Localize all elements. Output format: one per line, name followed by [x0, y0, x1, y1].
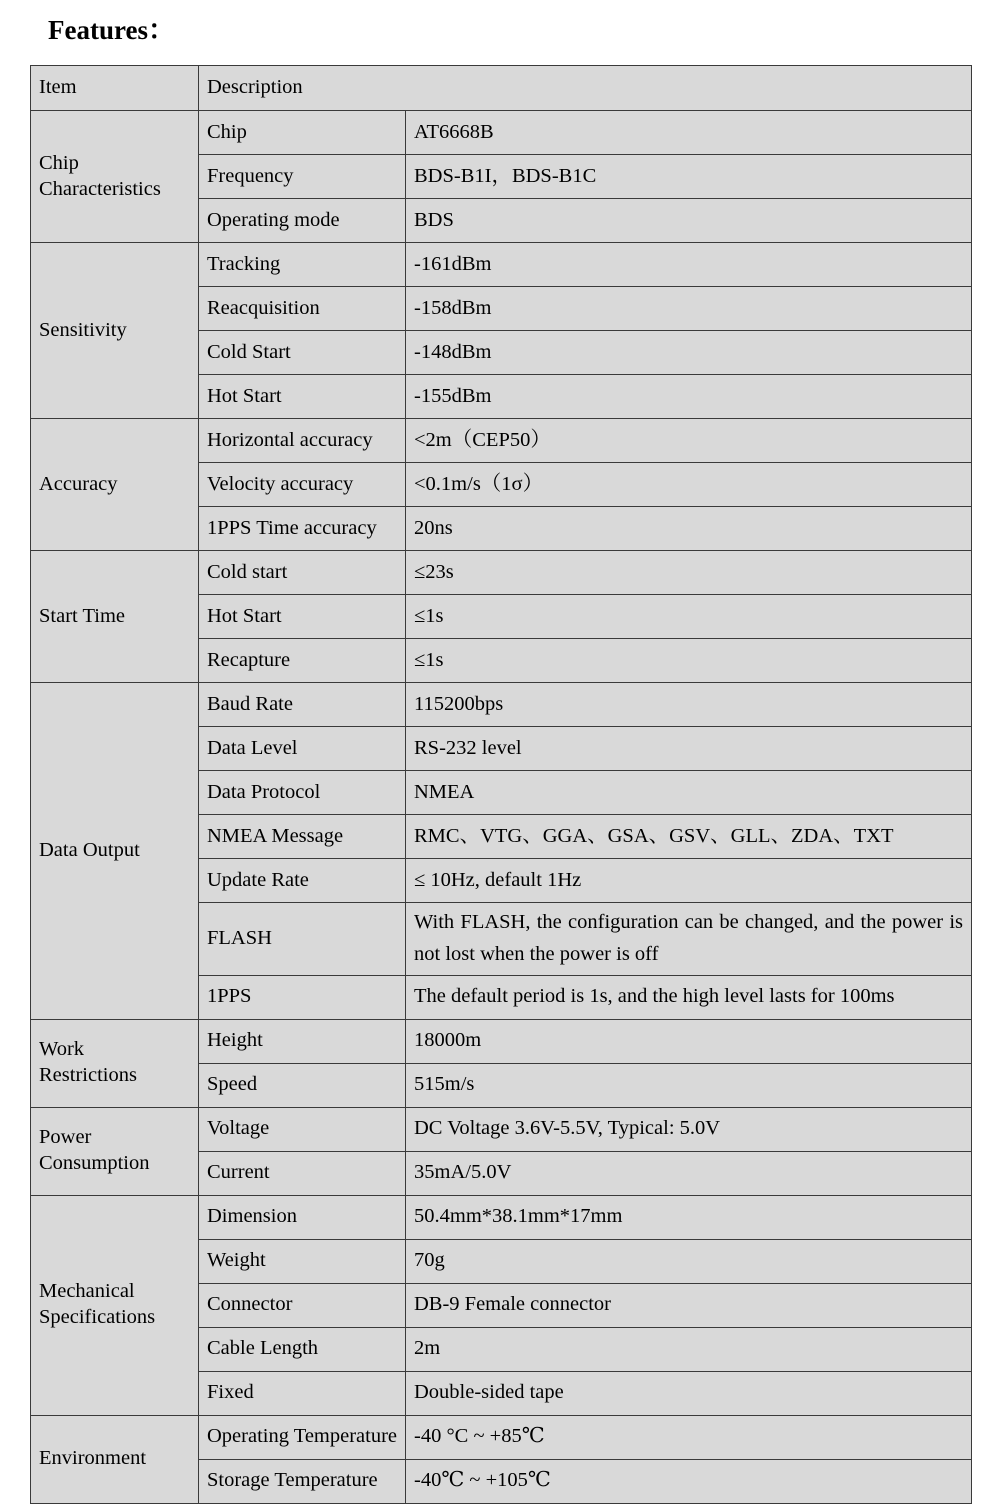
row-value: ≤ 10Hz, default 1Hz	[406, 859, 972, 903]
table-row	[31, 551, 972, 595]
row-value: -161dBm	[406, 243, 972, 287]
row-value: AT6668B	[406, 111, 972, 155]
row-value: BDS-B1I，BDS-B1C	[406, 155, 972, 199]
row-value: 35mA/5.0V	[406, 1151, 972, 1195]
row-label: Fixed	[199, 1371, 406, 1415]
row-value: ≤1s	[406, 595, 972, 639]
row-value: -40℃ ~ +105℃	[406, 1459, 972, 1503]
table-header	[31, 66, 972, 111]
row-label: Chip	[199, 111, 406, 155]
row-value-flash: With FLASH, the configuration can be changed, and the power is not lost when the power is off	[406, 903, 972, 976]
row-value: NMEA	[406, 771, 972, 815]
row-value: BDS	[406, 199, 972, 243]
row-label: Voltage	[199, 1107, 406, 1151]
row-label: 1PPS Time accuracy	[199, 507, 406, 551]
group-label-accuracy: Accuracy	[31, 419, 199, 551]
row-label: Connector	[199, 1283, 406, 1327]
table-row	[31, 683, 972, 727]
row-label: Cold start	[199, 551, 406, 595]
row-label: Frequency	[199, 155, 406, 199]
row-value: 18000m	[406, 1019, 972, 1063]
row-value: -155dBm	[406, 375, 972, 419]
row-label: Cold Start	[199, 331, 406, 375]
row-label: Baud Rate	[199, 683, 406, 727]
features-specification-table	[30, 65, 972, 1504]
row-label: Tracking	[199, 243, 406, 287]
column-header-item: Item	[31, 66, 199, 111]
row-value: 70g	[406, 1239, 972, 1283]
row-label: 1PPS	[199, 975, 406, 1019]
table-row	[31, 1107, 972, 1151]
group-label-start-time: Start Time	[31, 551, 199, 683]
row-label: Velocity accuracy	[199, 463, 406, 507]
group-label-chip-characteristics: Chip Characteristics	[31, 111, 199, 243]
table-row	[31, 1195, 972, 1239]
row-label: Data Protocol	[199, 771, 406, 815]
row-value: -158dBm	[406, 287, 972, 331]
table-row	[31, 111, 972, 155]
row-label: Dimension	[199, 1195, 406, 1239]
table-row	[31, 1415, 972, 1459]
group-label-work-restrictions: Work Restrictions	[31, 1019, 199, 1107]
row-label: Cable Length	[199, 1327, 406, 1371]
row-label: Storage Temperature	[199, 1459, 406, 1503]
row-label: Data Level	[199, 727, 406, 771]
row-value-nmea-message: RMC、VTG、GGA、GSA、GSV、GLL、ZDA、TXT	[406, 815, 972, 859]
row-value: Double-sided tape	[406, 1371, 972, 1415]
row-label: Horizontal accuracy	[199, 419, 406, 463]
group-label-mechanical-specifications: Mechanical Specifications	[31, 1195, 199, 1415]
row-value: -148dBm	[406, 331, 972, 375]
row-value: 115200bps	[406, 683, 972, 727]
row-value: 2m	[406, 1327, 972, 1371]
group-label-power-consumption: Power Consumption	[31, 1107, 199, 1195]
row-value: ≤1s	[406, 639, 972, 683]
row-value: 20ns	[406, 507, 972, 551]
row-label: Current	[199, 1151, 406, 1195]
row-value: DB-9 Female connector	[406, 1283, 972, 1327]
group-label-environment: Environment	[31, 1415, 199, 1503]
row-label: Operating Temperature	[199, 1415, 406, 1459]
row-label: Hot Start	[199, 375, 406, 419]
row-value: DC Voltage 3.6V-5.5V, Typical: 5.0V	[406, 1107, 972, 1151]
table-row	[31, 419, 972, 463]
row-value: <0.1m/s（1σ）	[406, 463, 972, 507]
table-body	[31, 111, 972, 1504]
table-row	[31, 243, 972, 287]
row-label: Recapture	[199, 639, 406, 683]
row-value: 515m/s	[406, 1063, 972, 1107]
row-label: FLASH	[199, 903, 406, 976]
row-label: Operating mode	[199, 199, 406, 243]
row-label: Height	[199, 1019, 406, 1063]
row-label: Hot Start	[199, 595, 406, 639]
row-label: Speed	[199, 1063, 406, 1107]
row-value: 50.4mm*38.1mm*17mm	[406, 1195, 972, 1239]
row-value: The default period is 1s, and the high level lasts for 100ms	[406, 975, 972, 1019]
row-value: <2m（CEP50）	[406, 419, 972, 463]
row-value: -40 °C ~ +85℃	[406, 1415, 972, 1459]
row-label: Reacquisition	[199, 287, 406, 331]
row-label: Weight	[199, 1239, 406, 1283]
row-value: ≤23s	[406, 551, 972, 595]
group-label-sensitivity: Sensitivity	[31, 243, 199, 419]
group-label-data-output: Data Output	[31, 683, 199, 1020]
page-title: Features：	[48, 15, 175, 45]
table-header-row	[31, 66, 972, 111]
row-label: NMEA Message	[199, 815, 406, 859]
row-label: Update Rate	[199, 859, 406, 903]
row-value: RS-232 level	[406, 727, 972, 771]
table-row	[31, 1019, 972, 1063]
column-header-description: Description	[199, 66, 972, 111]
